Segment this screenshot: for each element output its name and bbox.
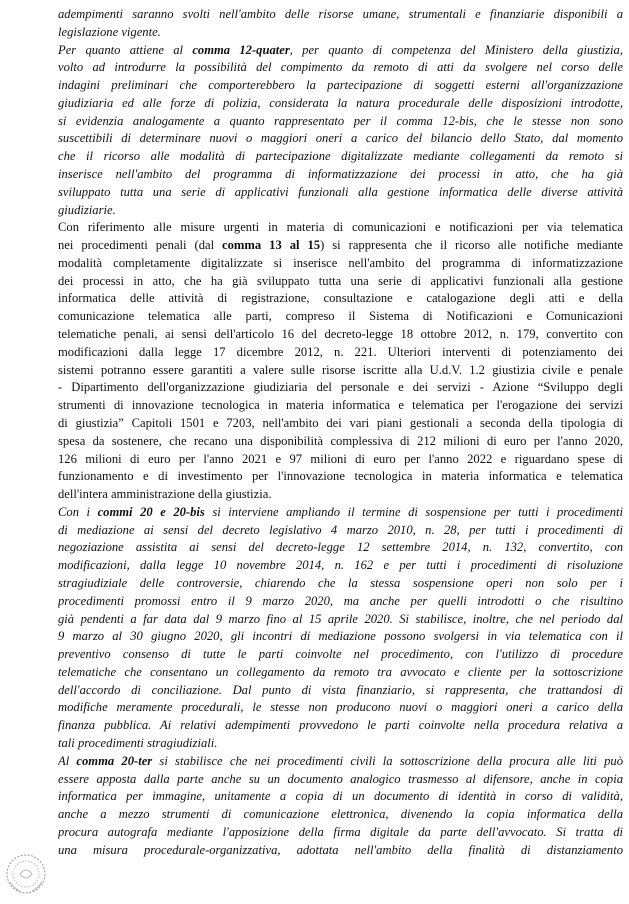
text-span: stragiudiziale delle controversie, chiarendo che la stessa sospensione operi non solo per i [58, 575, 623, 590]
text-line [58, 452, 623, 467]
text-line [58, 523, 623, 538]
text-span: di giustizia” Capitoli 1501 e 7203, nell'ambito dei vari piani gestionali a seconda della tipologia di [58, 415, 623, 430]
text-span: preventivo consenso di tutte le parti coinvolte nel procedimento, con l'utilizzo di procedure [58, 647, 623, 662]
text-line [58, 60, 623, 75]
text-line [58, 700, 623, 715]
text-line [58, 416, 623, 431]
text-line [58, 665, 623, 680]
text-span: negoziazione assistita ai sensi del decreto-legge 12 settembre 2014, n. 132, convertito, con [58, 540, 623, 555]
text-span: informatica delle attività di registrazione, consultazione e catalogazione degli atti e della [58, 291, 623, 306]
official-stamp [4, 852, 48, 896]
text-span: funzionamento e di investimento per l'innovazione tecnologica in materia informatica e telematica [58, 469, 623, 484]
text-line [58, 647, 623, 662]
text-span: volto ad introdurre la possibilità del compimento da remoto di atti da svolgere nel corso delle [58, 60, 623, 75]
text-span: sistemi potranno essere garantiti a valere sulle risorse iscritte alla U.d.V. 1.2 giustizia civile e penale [58, 362, 623, 377]
text-line [58, 220, 623, 235]
text-line [58, 7, 623, 22]
text-span: strumenti di innovazione tecnologica in materia informatica e telematica per l'erogazione dei servizi [58, 398, 623, 413]
text-line [58, 345, 623, 360]
text-line [58, 807, 623, 822]
text-line [58, 167, 623, 182]
text-line [58, 843, 623, 858]
text-span: procedimenti promossi entro il 9 marzo 2020, ma anche per quelli introdotti o che risultino [58, 593, 623, 608]
text-line [58, 683, 623, 698]
text-line [58, 469, 623, 484]
text-line [58, 629, 623, 644]
text-span: spesa da sostenere, che recano una disponibilità complessiva di 212 milioni di euro per l'anno 2020, [58, 433, 623, 448]
text-span: suscettibili di determinare nuovi o maggiori oneri a carico del bilancio dello Stato, dal momento [58, 131, 623, 146]
text-span: si stabilisce che nei procedimenti civili la sottoscrizione della procura alle liti può [152, 753, 623, 768]
text-line [58, 327, 623, 342]
text-span: giudiziarie. [58, 202, 116, 217]
text-span: giudiziaria ed alle forze di polizia, considerata la natura procedurale delle disposizioni introdotte, [58, 95, 623, 110]
text-line [58, 736, 623, 751]
text-span: modifiche meramente procedurali, le stesse non producono nuovi o maggiori oneri a carico della [58, 700, 623, 715]
text-line [58, 114, 623, 129]
text-line [58, 185, 623, 200]
text-span: una misura procedurale-organizzativa, adottata nell'ambito della finalità di distanziamento [58, 842, 623, 857]
text-line [58, 487, 623, 502]
text-line [58, 505, 623, 520]
text-line [58, 825, 623, 840]
text-span: indagini preliminari che comporterebbero la partecipazione di soggetti esterni all'organizzazione [58, 78, 623, 93]
text-line [58, 754, 623, 769]
text-span: si evidenzia analogamente a quanto rappresentato per il comma 12-bis, che le stesse non sono [58, 113, 623, 128]
text-span: si interviene ampliando il termine di sospensione per tutti i procedimenti [204, 504, 623, 519]
text-line [58, 398, 623, 413]
text-span: anche a mezzo strumenti di comunicazione elettronica, divenendo la copia informatica della [58, 807, 623, 822]
bold-reference: comma 12-quater [192, 42, 290, 57]
text-line [58, 291, 623, 306]
text-span: nei procedimenti penali (dal [58, 238, 223, 253]
text-line [58, 576, 623, 591]
text-span: informatica per immagine, unitamente a copia di un documento di identità in corso di validità, [58, 789, 623, 804]
text-line [58, 540, 623, 555]
text-line [58, 380, 623, 395]
text-span: , per quanto di competenza del Ministero della giustizia, [289, 42, 623, 57]
text-line [58, 256, 623, 271]
text-span: legislazione vigente. [58, 24, 161, 39]
bold-reference: comma 13 al 15 [222, 238, 321, 253]
text-span: adempimenti saranno svolti nell'ambito delle risorse umane, strumentali e finanziarie disponibili a [58, 7, 623, 21]
text-span: 9 marzo al 30 giugno 2020, gli incontri di mediazione possono svolgersi in via telematica con il [58, 629, 623, 644]
text-line [58, 363, 623, 378]
text-line [58, 131, 623, 146]
text-span: - Dipartimento dell'organizzazione giudiziaria del personale e dei servizi - Azione “Sviluppo degli [58, 380, 623, 395]
text-span: 126 milioni di euro per l'anno 2021 e 97 milioni di euro per l'anno 2022 e riguardano spese di [58, 451, 623, 466]
text-line [58, 718, 623, 733]
text-span: comunicazione telematica alle parti, compreso il Sistema di Notificazioni e Comunicazioni [58, 309, 623, 324]
text-span: modalità completamente digitalizzate si inserisce nell'ambito del programma di informatizzazione [58, 255, 623, 270]
text-line [58, 594, 623, 609]
text-line [58, 612, 623, 627]
text-span: procura autografa mediante l'apposizione della firma digitale da parte dell'avvocato. Si tratta di [58, 824, 623, 839]
text-line [58, 238, 623, 253]
text-line [58, 789, 623, 804]
text-line [58, 434, 623, 449]
text-span: essere apposta dalla parte anche su un documento analogico trasmesso al difensore, anche in copia [58, 771, 623, 786]
text-line [58, 772, 623, 787]
text-line [58, 25, 623, 40]
text-span: sviluppato tutta una serie di applicativi funzionali alla gestione informatica delle diverse attività [58, 184, 623, 199]
text-line [58, 203, 623, 218]
text-span: che il ricorso alle modalità di partecipazione digitalizzate mediante collegamenti da remoto si [58, 149, 623, 164]
text-span: inserisce nell'ambito del programma di informatizzazione dei processi in atto, che ha già [58, 167, 623, 182]
text-line [58, 274, 623, 289]
text-span: già pendenti a far data dal 9 marzo fino al 15 aprile 2020. Si stabilisce, inoltre, che nel periodo dal [58, 611, 623, 626]
text-line [58, 96, 623, 111]
text-span: di mediazione ai sensi del decreto legislativo 4 marzo 2010, n. 28, per tutti i procedimenti di [58, 522, 623, 537]
text-line [58, 43, 623, 58]
text-span: dell'accordo di conciliazione. Dal punto di vista finanziario, si rappresenta, che trattandosi di [58, 682, 623, 697]
text-span: ) si rappresenta che il ricorso alle notifiche mediante [320, 238, 623, 253]
text-span: Con riferimento alle misure urgenti in materia di comunicazioni e notificazioni per via telematica [58, 220, 623, 235]
text-span: Con i [58, 504, 98, 519]
text-span: tali procedimenti stragiudiziali. [58, 735, 218, 750]
text-span: telematiche che consentano un collegamento da remoto tra avvocato e cliente per la sottoscrizione [58, 664, 623, 679]
bold-reference: comma 20-ter [76, 753, 153, 768]
text-span: Al [58, 753, 77, 768]
text-span: telematiche penali, ai sensi dell'articolo 16 del decreto-legge 18 ottobre 2012, n. 179, convertito con [58, 327, 623, 342]
text-span: dei processi in atto, che ha già sviluppato tutta una serie di applicativi funzionali alla gestione [58, 273, 623, 288]
text-span: dell'intera amministrazione della giustizia. [58, 487, 272, 502]
text-line [58, 149, 623, 164]
text-span: modificazioni dalla legge 17 dicembre 2012, n. 221. Ulteriori interventi di potenziamento dei [58, 344, 623, 359]
bold-reference: commi 20 e 20-bis [97, 504, 205, 519]
text-line [58, 309, 623, 324]
text-span: modificazioni, dalla legge 10 novembre 2014, n. 162 e per tutti i procedimenti di risoluzione [58, 558, 623, 573]
text-line [58, 558, 623, 573]
text-line [58, 78, 623, 93]
text-span: Per quanto attiene al [58, 42, 193, 57]
text-span: finanza pubblica. Ai relativi adempimenti provvedono le parti coinvolte nella procedura relativa a [58, 718, 623, 733]
